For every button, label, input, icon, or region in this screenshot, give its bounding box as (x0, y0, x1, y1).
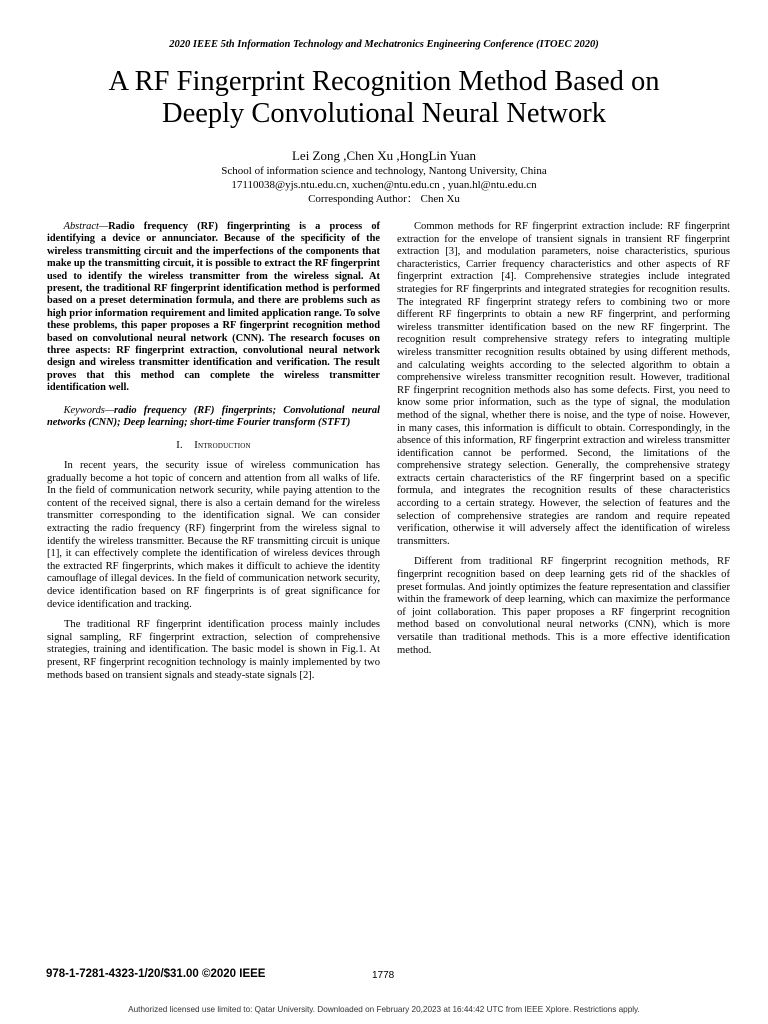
corresponding-author: Corresponding Author： Chen Xu (308, 192, 460, 205)
author-emails: 17110038@yjs.ntu.edu.cn, xuchen@ntu.edu.cn , yuan.hl@ntu.edu.cn (231, 178, 537, 191)
keywords-text: radio frequency (RF) fingerprints; Convolutional neural networks (CNN); Deep learning; short-time Fourier transform (STFT) (47, 404, 380, 429)
right-paragraph-1: Common methods for RF fingerprint extraction include: RF fingerprint extraction for the envelope of transient signals in transient RF fingerprint extraction [3], and modulation parameters, noise characteristics, spurious characteristics, Carrier frequency characteristics and other aspects of RF fingerprint extraction [4]. Comprehensive strategies include integrated strategies for RF fingerprints and integrated strategies for recognition results. The integrated RF fingerprint strategy refers to combining two or more different RF fingerprints to obtain a new RF fingerprint, and performing wireless transmitter identification based on the new RF fingerprint. The recognition result comprehensive strategy refers to integrating multiple wireless transmitter recognition results obtained by using different methods, and calculating weights according to the selected algorithm to obtain a comprehensive wireless transmitter recognition result. However, traditional RF fingerprint recognition methods also has some defects. First, you need to know some prior information, such as the type of signal, the modulation method of the signal, whether there is noise, and the type of noise. However, in many cases, this information is difficult to obtain. Correspondingly, in the absence of this information, RF fingerprint extraction and wireless transmitter identification cannot be performed. Second, the limitations of the comprehensive strategy selection. Generally, the comprehensive strategy extracts certain characteristics of the RF fingerprint based on a specific formula, and integrates the recognition results of these characteristics according to a certain strategy. However, the selection of features and the selection of comprehensive strategies are random and require repeated verification, otherwise it will adversely affect the identification of wireless transmitters. (397, 221, 730, 547)
author-list: Lei Zong ,Chen Xu ,HongLin Yuan (291, 148, 477, 163)
conference-header: 2020 IEEE 5th Information Technology and Mechatronics Engineering Conference (ITOEC 2020) (169, 39, 599, 50)
paper-title (40, 66, 728, 130)
right-paragraph-2: Different from traditional RF fingerprint recognition methods, RF fingerprint recognition based on deep learning gets rid of the shackles of preset formulas. And jointly optimizes the feature representation and classifier within the framework of deep learning, which can maximize the performance of joint collaboration. This paper proposes a RF fingerprint recognition method based on convolutional neural networks (CNN), which is more versatile than traditional methods. This is a more effective identification method. (397, 556, 730, 656)
page-number: 1778 (372, 970, 395, 981)
affiliation: School of information science and technology, Nantong University, China (221, 165, 547, 177)
title-line-1: A RF Fingerprint Recognition Method Based on (108, 66, 660, 97)
intro-paragraph-2: The traditional RF fingerprint identification process mainly includes signal sampling, RF fingerprint extraction, selection of comprehensive strategies, training and identification. The basic model is shown in Fig.1. At present, RF fingerprint recognition technology is mainly implemented by two methods based on transient signals and steady-state signals [2]. (47, 619, 380, 681)
keywords-lead: Keywords— (63, 404, 115, 416)
abstract-text: Radio frequency (RF) fingerprinting is a process of identifying a device or annunciator. Because of the specificity of the wireless transmitting circuit and the imperfections of the components that make up the transmitting circuit, it is possible to extract the RF fingerprint used to identify the wireless transmitter from the wireless signal. At present, the traditional RF fingerprint identification method is performed based on a preset determination formula, and there are problems such as high prior information requirement and limited application range. To solve these problems, this paper proposes a RF fingerprint recognition method based on convolutional neural network (CNN). The research focuses on three aspects: RF fingerprint extraction, convolutional neural network design and wireless transmitter identification and verification. The result proves that this method can complete the wireless transmitter identification well. (47, 221, 380, 394)
intro-paragraph-1: In recent years, the security issue of wireless communication has gradually become a hot topic of concern and attention from all walks of life. In the field of communication network security, while paying attention to the content of the received signal, there is also a certain demand for the wireless transmitter corresponding to the identification signal. We can consider extracting the radio frequency (RF) fingerprint from the wireless signal to identify the wireless transmitter. Because the RF transmitting circuit is unique [1], it can effectively complete the identification of wireless devices through the extracted RF fingerprints, which makes it difficult to achieve the identity camouflage of illegal devices. In the field of communication network security, device identification based on RF fingerprints is of great significance for device identification and tracking. (47, 460, 380, 610)
right-column (397, 221, 730, 665)
abstract-lead: Abstract— (63, 221, 109, 232)
affiliation-block (0, 165, 768, 206)
section-number: I. (176, 439, 183, 451)
isbn-copyright: 978-1-7281-4323-1/20/$31.00 ©2020 IEEE (46, 968, 266, 980)
title-line-2: Deeply Convolutional Neural Network (161, 98, 607, 129)
license-notice: Authorized licensed use limited to: Qatar University. Downloaded on February 20,2023 at 16:44:42 UTC from IEEE Xplore. Restrictions apply. (128, 1005, 640, 1014)
section-heading-introduction (47, 440, 380, 453)
keywords (47, 405, 380, 430)
abstract (47, 221, 380, 395)
left-column (47, 221, 380, 690)
section-title: Introduction (194, 439, 251, 451)
